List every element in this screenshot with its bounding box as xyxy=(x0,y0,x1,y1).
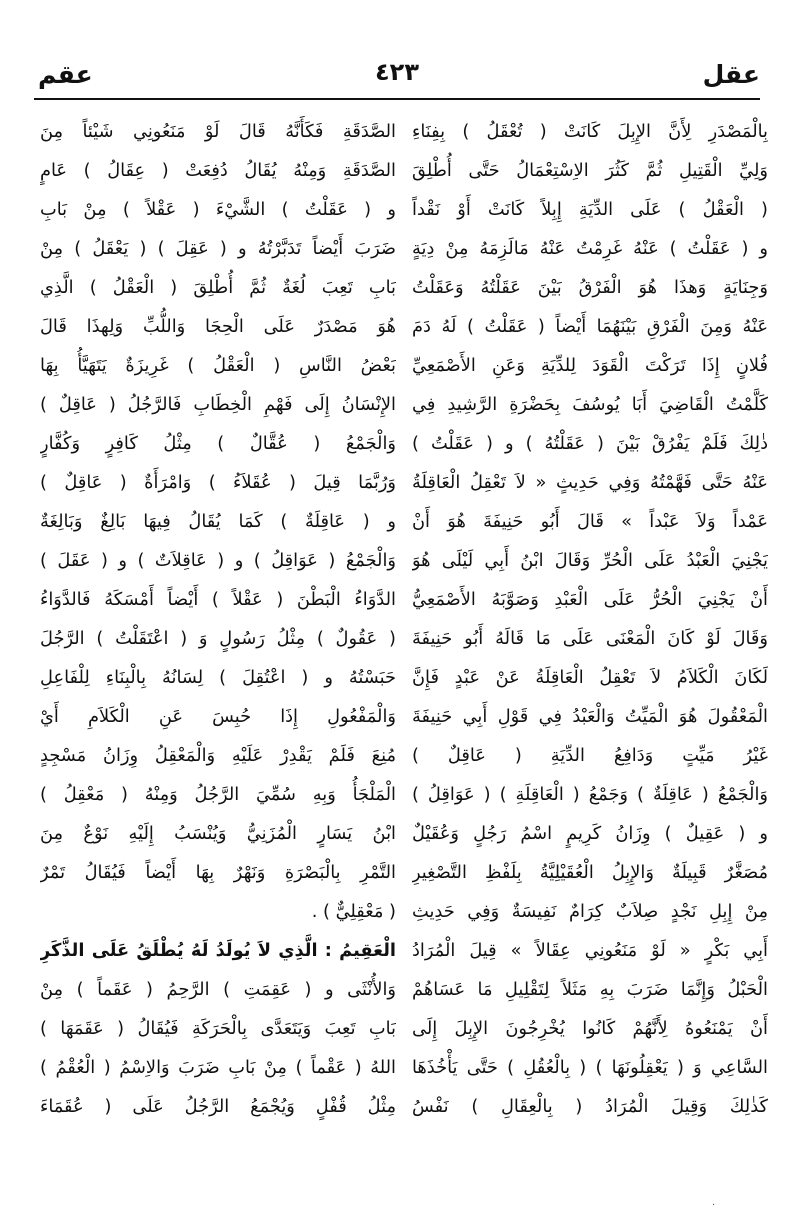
text-line: الصَّدَقَةِ فَكَأَنَّهُ قَالَ لَوْ مَنَعُونِي شَيْئاً مِنَ xyxy=(40,121,396,142)
left-text-column xyxy=(40,112,396,1126)
header-divider xyxy=(34,98,760,100)
text-line: الْمَعْقُولَ هُوَ الْمَيِّتُ وَالْعَبْدُ فِي قَوْلِ أَبِي حَنِيفَةَ xyxy=(412,706,768,727)
text-line: اللهُ ( عَقْماً ) مِنْ بَابِ ضَرَبَ وَالاِسْمُ ( الْعُقْمُ ) xyxy=(40,1057,396,1078)
page-header xyxy=(34,52,760,96)
text-line: وَالْجَمْعُ ( عَاقِلَةٌ ) وَجَمْعُ ( الْعَاقِلَةِ ) ( عَوَاقِلُ ) xyxy=(412,784,768,805)
text-line: و ( عَقِيلٌ ) وِزَانُ كَرِيمٍ اسْمُ رَجُلٍ وَعُقَيْلٌ xyxy=(412,823,768,844)
text-line: وَالْجَمْعُ ( عُقَّالٌ ) مِثْلُ كَافِرٍ وَكُفَّارٍ xyxy=(40,433,396,454)
text-line: كَلَّمْتُ الْقَاضِيَ أَبَا يُوسُفَ بِحَضْرَةِ الرَّشِيدِ فِي xyxy=(412,394,768,415)
text-line: ضَرَبَ أَيْضاً تَدَبَّرْتُهُ و ( عَقِلَ ) ( يَعْقَلُ ) مِنْ xyxy=(40,238,396,259)
right-text-column xyxy=(412,112,768,1126)
text-line: السَّاعِي وَ ( يَعْقِلُونَهَا ) ( بِالْعُقُلِ ) حَتَّى يَأْخُذَهَا xyxy=(412,1057,768,1078)
text-line: وَلِيِّ الْقَتِيلِ ثُمَّ كَثُرَ الاِسْتِعْمَالُ حَتَّى أُطْلِقَ xyxy=(412,160,768,181)
text-line: و ( عَاقِلَةٌ ) كَمَا يُقَالُ فِيهَا بَالِغٌ وَبَالِغَةٌ xyxy=(40,511,396,532)
text-line: الْحَبْلُ وَإِنَّمَا ضَرَبَ بِهِ مَثَلاً لِتَقْلِيلِ مَا عَسَاهُمْ xyxy=(412,979,768,1000)
text-line: الصَّدَقَةِ وَمِنْهُ يُقَالُ دُفِعَتْ ( عِقَالُ ) عَامٍ xyxy=(40,160,396,181)
text-line: مِثْلُ قُفْلٍ وَيُجْمَعُ الرَّجُلُ عَلَى ( عُقَمَاءَ xyxy=(40,1096,396,1117)
text-line: كَذٰلِكَ وَقِيلَ الْمُرَادُ ( بِالْعِقَالِ ) نَفْسُ xyxy=(412,1096,768,1117)
text-line: هُوَ مَصْدَرٌ عَلَى الْحِجَا وَاللُّبِّ وَلِهذَا قَالَ xyxy=(40,316,396,337)
running-headword-right: عقل xyxy=(702,60,760,89)
text-line: بَعْضُ النَّاسِ ( الْعَقْلُ ) غَرِيزَةٌ يَتَهَيَّأُ بِهَا xyxy=(40,355,396,376)
text-line: الدَّوَاءُ الْبَطْنَ ( عَقْلاً ) أَيْضاً أَمْسَكَهُ فَالدَّوَاءُ xyxy=(40,589,396,610)
text-line: وَرُبَّمَا قِيلَ ( عُقَلاَءُ ) وَامْرَأَةٌ ( عَاقِلٌ ) xyxy=(40,472,396,493)
text-line: حَبَسْتُهُ و ( اعْتُقِلَ ) لِسَانُهُ بِالْبِنَاءِ لِلْفَاعِلِ xyxy=(40,667,396,688)
text-line: مُصَغَّرٌ قَبِيلَةٌ وَالإِبِلُ الْعُقَيْلِيَّةُ بِلَفْظِ التَّصْغِيرِ xyxy=(412,862,768,883)
text-line: بَابِ تَعِبَ وَيَتَعَدَّى بِالْحَرَكَةِ فَيُقَالُ ( عَقَمَهَا ) xyxy=(40,1018,396,1039)
text-line: أَبِي بَكْرٍ « لَوْ مَنَعُونِي عِقَالاً » قِيلَ الْمُرَادُ xyxy=(412,940,768,961)
scan-speck: · xyxy=(712,1200,716,1211)
text-line: وَالْجَمْعُ ( عَوَاقِلُ ) و ( عَاقِلاَتٌ ) و ( عَقَلَ ) xyxy=(40,550,396,571)
text-line: الإِنْسَانُ إِلَى فَهْمِ الْخِطَابِ فَالرَّجُلُ ( عَاقِلٌ ) xyxy=(40,394,396,415)
entry-headword-line: الْعَقِيمُ : الَّذِي لاَ يُولَدُ لَهُ يُطْلَقُ عَلَى الذَّكَرِ xyxy=(40,940,396,961)
text-line: لَكَانَ الْكَلاَمُ لاَ تَعْقِلُ الْعَاقِلَةُ عَنْ عَبْدٍ فَإِنَّ xyxy=(412,667,768,688)
text-line: الْمَلْجَأُ وَبِهِ سُمِّيَ الرَّجُلُ وَمِنْهُ ( مَعْقِلُ ) xyxy=(40,784,396,805)
text-line: وَقَالَ لَوْ كَانَ الْمَعْنَى عَلَى مَا قَالَهُ أَبُو حَنِيفَةَ xyxy=(412,628,768,649)
text-line: بَابِ تَعِبَ لُغَةٌ ثُمَّ أُطْلِقَ ( الْعَقْلُ ) الَّذِي xyxy=(40,277,396,298)
text-line: وَالْمَفْعُولِ إِذَا حُبِسَ عَنِ الْكَلاَمِ أَيْ xyxy=(40,706,396,727)
entry-end-line: ( مَعْقِلِيٌّ ) . xyxy=(311,901,396,922)
text-line: وَجِنَايَةٍ وَهذَا هُوَ الْفَرْقُ بَيْنَ عَقَلْتُهُ وَعَقَلْتُ xyxy=(412,277,768,298)
text-line: ( عَقُولٌ ) مِثْلُ رَسُولٍ وَ ( اعْتَقَلْتُ ) الرَّجُلَ xyxy=(40,628,396,649)
text-line: أَنْ يَجْنِيَ الْحُرُّ عَلَى الْعَبْدِ وَصَوَّبَهُ الأَصْمَعِيُّ xyxy=(412,589,768,610)
text-line: التَّمْرِ بِالْبَصْرَةِ وَنَهْرٌ بِهَا أَيْضاً فَيُقَالُ تَمْرٌ xyxy=(40,862,396,883)
text-line: وَالأُنْثَى و ( عَقِمَتِ ) الرَّحِمُ ( عَقَماً ) مِنْ xyxy=(40,979,396,1000)
text-line: و ( عَقَلْتُ ) الشَّيْءَ ( عَقْلاً ) مِنْ بَابِ xyxy=(40,199,396,220)
text-line: أَنْ يَمْنَعُوهُ لِأَنَّهُمْ كَانُوا يُخْرِجُونَ الإِبِلَ إِلَى xyxy=(412,1018,768,1039)
text-line: مُنِعَ فَلَمْ يَقْدِرْ عَلَيْهِ وَالْمَعْقِلُ وِزَانُ مَسْجِدٍ xyxy=(40,745,396,766)
text-line: فُلانٍ إِذَا تَرَكْتَ الْقَوَدَ لِلدِّيَةِ وَعَنِ الأَصْمَعِيِّ xyxy=(412,355,768,376)
text-line: و ( عَقَلْتُ ) عَنْهُ غَرِمْتُ عَنْهُ مَالَزِمَهُ مِنْ دِيَةٍ xyxy=(412,238,768,259)
text-line: ابْنُ يَسَارٍ الْمُزَنِيُّ وَيُنْسَبُ إِلَيْهِ نَوْعٌ مِنَ xyxy=(40,823,396,844)
text-line: مِنْ إِبِلِ نَجْدٍ صِلاَبٌ كِرَامٌ نَفِيسَةٌ وَفِي حَدِيثِ xyxy=(412,901,768,922)
text-line: ( الْعَقْلُ ) عَلَى الدِّيَةِ إِبِلاً كَانَتْ أَوْ نَقْداً xyxy=(412,199,768,220)
text-line: يَجْنِيَ الْعَبْدُ عَلَى الْحُرِّ وَقَالَ ابْنُ أَبِي لَيْلَى هُوَ xyxy=(412,550,768,571)
text-line: عَمْداً وَلاَ عَبْداً » قَالَ أَبُو حَنِيفَةَ هُوَ أَنْ xyxy=(412,511,768,532)
text-line: عَنْهُ وَمِنَ الْفَرْقِ بَيْنَهُمَا أَيْضاً ( عَقَلْتُ ) لَهُ دَمَ xyxy=(412,316,768,337)
text-line: عَنْهُ حَتَّى فَهَّمْتُهُ وَفِي حَدِيثٍ « لاَ تَعْقِلُ الْعَاقِلَةُ xyxy=(412,472,768,493)
page-number: ٤٢٣ xyxy=(375,58,419,86)
text-line: بِالْمَصْدَرِ لِأَنَّ الإِبِلَ كَانَتْ ( تُعْقَلُ ) بِفِنَاءِ xyxy=(412,121,768,142)
text-line: ذٰلِكَ فَلَمْ يَفْرُقْ بَيْنَ ( عَقَلْتُهُ ) و ( عَقَلْتُ ) xyxy=(412,433,768,454)
text-line: غَيْرُ مَيِّتٍ وَدَافِعُ الدِّيَةِ ( عَاقِلٌ ) xyxy=(412,745,768,766)
running-headword-left: عقم xyxy=(38,60,93,89)
